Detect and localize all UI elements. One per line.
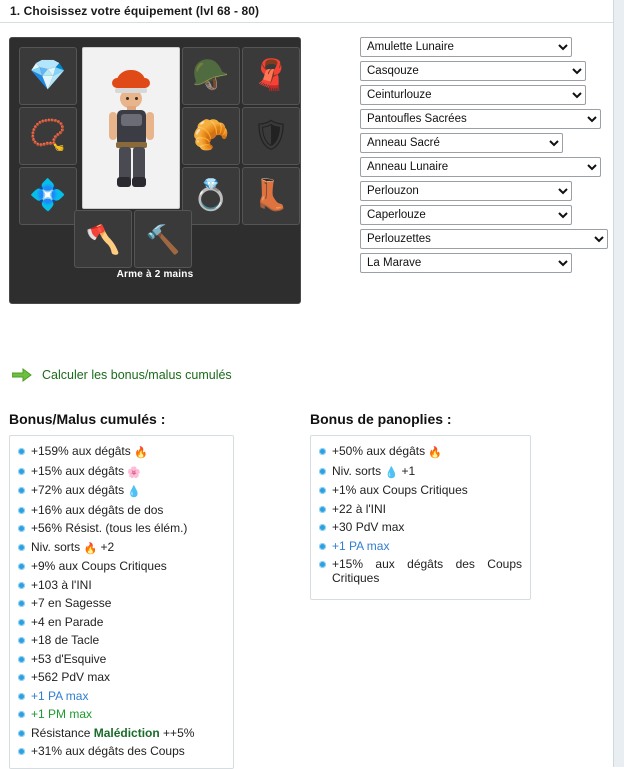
- bullet-icon: [18, 563, 25, 570]
- bullet-icon: [18, 619, 25, 626]
- belt-icon: 🥐: [192, 119, 230, 152]
- list-item: +22 à l'INI: [319, 502, 524, 516]
- title-divider: [0, 22, 614, 23]
- select-bouclier[interactable]: [360, 205, 572, 225]
- page-title: 1. Choisissez votre équipement (lvl 68 - 80): [10, 4, 260, 18]
- character-hair-back: [112, 78, 150, 88]
- panoplie-list: [311, 436, 530, 596]
- bullet-icon: [18, 507, 25, 514]
- bullet-icon: [319, 561, 326, 568]
- bullet-icon: [18, 582, 25, 589]
- cape-icon: 🧣: [252, 59, 290, 92]
- character-leg-right: [133, 147, 145, 181]
- list-item: +31% aux dégâts des Coups: [18, 744, 227, 758]
- weapon-type-label: Arme à 2 mains: [116, 269, 194, 280]
- list-item: +1 PM max: [18, 707, 227, 721]
- bullet-icon: [18, 693, 25, 700]
- bullet-icon: [319, 524, 326, 531]
- select-cape[interactable]: [360, 181, 572, 201]
- weapon-slot-2[interactable]: [134, 210, 192, 268]
- select-ceinture[interactable]: [360, 85, 586, 105]
- bullet-icon: [18, 487, 25, 494]
- list-item: +562 PdV max: [18, 670, 227, 684]
- bullet-icon: [18, 674, 25, 681]
- list-item: +30 PdV max: [319, 520, 524, 534]
- character-headband: [115, 88, 147, 93]
- list-item: +56% Résist. (tous les élém.): [18, 521, 227, 535]
- bullet-icon: [18, 711, 25, 718]
- list-item: +4 en Parade: [18, 615, 227, 629]
- character-boot-right: [132, 177, 146, 187]
- list-item: +1 PA max: [18, 689, 227, 703]
- fire-element-icon: 🔥: [428, 447, 443, 459]
- equipment-select-list: [360, 37, 610, 277]
- necklace-icon: 📿: [29, 119, 67, 152]
- bullet-icon: [18, 525, 25, 532]
- character-arm-right: [146, 112, 154, 140]
- character-eye-right: [135, 97, 138, 100]
- character-eye-left: [126, 97, 129, 100]
- panoplie-box: [310, 435, 531, 600]
- list-item: +18 de Tacle: [18, 633, 227, 647]
- bullet-icon: [18, 730, 25, 737]
- bullet-icon: [18, 544, 25, 551]
- list-item: +159% aux dégâts 🔥: [18, 444, 227, 459]
- list-item: +7 en Sagesse: [18, 596, 227, 610]
- list-item: Niv. sorts 🔥 +2: [18, 540, 227, 555]
- list-item: Niv. sorts 💧 +1: [319, 464, 524, 479]
- axe-icon: 🪓: [85, 223, 121, 255]
- bullet-icon: [319, 448, 326, 455]
- hat-slot[interactable]: [182, 47, 240, 105]
- resistance-text: Résistance Malédiction ++5%: [31, 725, 195, 740]
- list-item: +1% aux Coups Critiques: [319, 483, 524, 497]
- character-chest: [121, 114, 142, 126]
- select-arme[interactable]: [360, 253, 572, 273]
- fire-element-icon: 🔥: [83, 542, 98, 555]
- hammer-icon: 🔨: [145, 223, 181, 255]
- crystal-amulet-icon: 💎: [29, 59, 67, 92]
- character-leg-left: [119, 147, 131, 181]
- bullet-icon: [319, 468, 326, 475]
- page-right-gutter: [613, 0, 624, 767]
- list-item: +15% aux dégâts des Coups Critiques: [319, 557, 524, 585]
- green-arrow-icon: [12, 368, 32, 382]
- panoplie-heading: Bonus de panoplies :: [310, 411, 452, 427]
- bullet-icon: [18, 656, 25, 663]
- water-element-icon: 💧: [384, 466, 399, 479]
- boots-slot[interactable]: [242, 167, 300, 225]
- list-item: +50% aux dégâts 🔥: [319, 444, 524, 459]
- ring-icon: 💠: [29, 179, 67, 212]
- bullet-icon: [319, 543, 326, 550]
- boots-icon: 👢: [252, 179, 290, 212]
- list-item: +16% aux dégâts de dos: [18, 503, 227, 517]
- cumul-box: [9, 435, 234, 769]
- select-anneau-1[interactable]: [360, 133, 563, 153]
- character-arm-left: [109, 112, 117, 140]
- bullet-icon: [319, 506, 326, 513]
- list-item: +15% aux dégâts 🌸: [18, 464, 227, 479]
- shield-slot[interactable]: [242, 107, 300, 165]
- cumul-list: [10, 436, 233, 769]
- cape-slot[interactable]: [242, 47, 300, 105]
- bullet-icon: [18, 448, 25, 455]
- shield-icon: 🛡: [251, 119, 291, 152]
- list-item: +72% aux dégâts 💧: [18, 483, 227, 498]
- equipment-panel: [9, 37, 301, 304]
- bullet-icon: [18, 637, 25, 644]
- bullet-icon: [18, 468, 25, 475]
- bullet-icon: [18, 748, 25, 755]
- list-item: +1 PA max: [319, 539, 524, 553]
- calculate-link[interactable]: Calculer les bonus/malus cumulés: [42, 368, 232, 382]
- helmet-icon: 🪖: [192, 59, 230, 92]
- list-item: +9% aux Coups Critiques: [18, 559, 227, 573]
- belt-slot[interactable]: [182, 107, 240, 165]
- calculate-row[interactable]: [12, 368, 232, 382]
- list-item: +103 à l'INI: [18, 578, 227, 592]
- select-bottes[interactable]: [360, 109, 601, 129]
- amulet-slot[interactable]: [19, 47, 77, 105]
- necklace-slot[interactable]: [19, 107, 77, 165]
- bullet-icon: [319, 487, 326, 494]
- cumul-heading: Bonus/Malus cumulés :: [9, 411, 166, 427]
- list-item: [18, 726, 227, 740]
- select-amulette[interactable]: [360, 37, 572, 57]
- character-boot-left: [117, 177, 131, 187]
- ring-icon: 💍: [192, 179, 230, 212]
- bullet-icon: [18, 600, 25, 607]
- water-element-icon: 💧: [127, 486, 142, 498]
- air-element-icon: 🌸: [127, 466, 142, 479]
- fire-element-icon: 🔥: [134, 447, 148, 459]
- list-item: +53 d'Esquive: [18, 652, 227, 666]
- select-anneau-2[interactable]: [360, 157, 601, 177]
- select-familier[interactable]: [360, 229, 608, 249]
- character-preview: [82, 47, 180, 209]
- weapon-slot-1[interactable]: [74, 210, 132, 268]
- select-coiffe[interactable]: [360, 61, 586, 81]
- ring-left-slot[interactable]: [19, 167, 77, 225]
